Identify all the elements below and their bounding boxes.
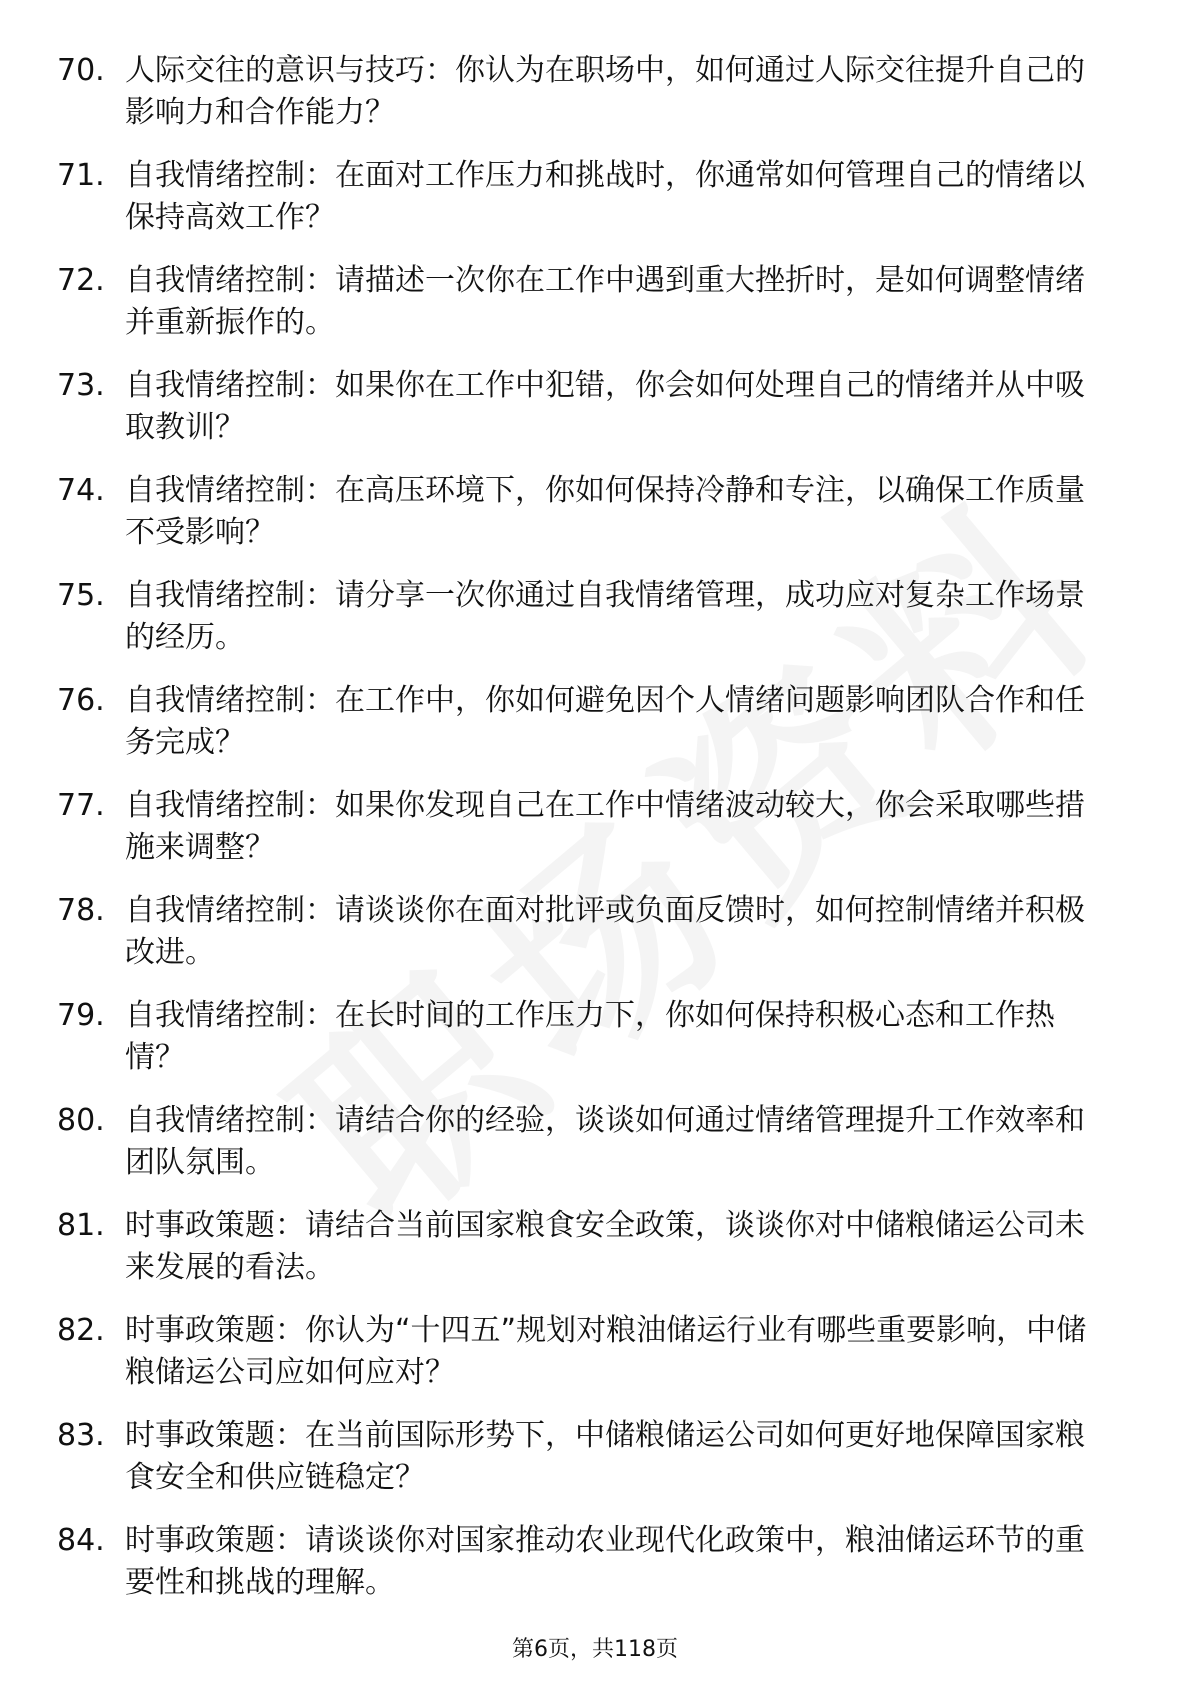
question-text: 人际交往的意识与技巧：你认为在职场中，如何通过人际交往提升自己的影响力和合作能力？: [125, 53, 1085, 130]
question-item: [57, 785, 1107, 890]
question-text: 自我情绪控制：在长时间的工作压力下，你如何保持积极心态和工作热情？: [125, 998, 1055, 1075]
question-item: [57, 260, 1107, 365]
question-text: 自我情绪控制：在面对工作压力和挑战时，你通常如何管理自己的情绪以保持高效工作？: [125, 158, 1085, 235]
question-item: [57, 1415, 1107, 1520]
question-item: [57, 470, 1107, 575]
question-text: 自我情绪控制：请描述一次你在工作中遇到重大挫折时，是如何调整情绪并重新振作的。: [125, 263, 1085, 340]
question-number: 82.: [57, 1313, 105, 1348]
question-number: 78.: [57, 893, 105, 928]
question-text: 自我情绪控制：如果你发现自己在工作中情绪波动较大，你会采取哪些措施来调整？: [125, 788, 1085, 865]
question-list: [57, 50, 1107, 1625]
question-number: 75.: [57, 578, 105, 613]
question-number: 73.: [57, 368, 105, 403]
question-text: 自我情绪控制：请结合你的经验，谈谈如何通过情绪管理提升工作效率和团队氛围。: [125, 1103, 1085, 1180]
question-text: 时事政策题：请结合当前国家粮食安全政策，谈谈你对中储粮储运公司未来发展的看法。: [125, 1208, 1085, 1285]
question-item: [57, 1205, 1107, 1310]
question-text: 自我情绪控制：请谈谈你在面对批评或负面反馈时，如何控制情绪并积极改进。: [125, 893, 1085, 970]
question-number: 72.: [57, 263, 105, 298]
question-text: 时事政策题：你认为“十四五”规划对粮油储运行业有哪些重要影响，中储粮储运公司应如何应对？: [125, 1313, 1087, 1390]
question-text: 时事政策题：请谈谈你对国家推动农业现代化政策中，粮油储运环节的重要性和挑战的理解。: [125, 1523, 1085, 1600]
question-number: 77.: [57, 788, 105, 823]
question-number: 81.: [57, 1208, 105, 1243]
question-number: 71.: [57, 158, 105, 193]
question-number: 84.: [57, 1523, 105, 1558]
question-item: [57, 365, 1107, 470]
question-item: [57, 155, 1107, 260]
question-item: [57, 995, 1107, 1100]
question-item: [57, 890, 1107, 995]
question-item: [57, 50, 1107, 155]
question-text: 自我情绪控制：在高压环境下，你如何保持冷静和专注，以确保工作质量不受影响？: [125, 473, 1085, 550]
question-number: 70.: [57, 53, 105, 88]
question-number: 76.: [57, 683, 105, 718]
question-number: 80.: [57, 1103, 105, 1138]
question-item: [57, 1100, 1107, 1205]
page-footer: 第6页，共118页: [512, 1637, 678, 1662]
question-item: [57, 575, 1107, 680]
question-text: 自我情绪控制：在工作中，你如何避免因个人情绪问题影响团队合作和任务完成？: [125, 683, 1085, 760]
question-item: [57, 1520, 1107, 1625]
question-number: 79.: [57, 998, 105, 1033]
question-text: 自我情绪控制：请分享一次你通过自我情绪管理，成功应对复杂工作场景的经历。: [125, 578, 1085, 655]
question-number: 83.: [57, 1418, 105, 1453]
question-text: 时事政策题：在当前国际形势下，中储粮储运公司如何更好地保障国家粮食安全和供应链稳定？: [125, 1418, 1085, 1495]
question-item: [57, 1310, 1107, 1415]
question-text: 自我情绪控制：如果你在工作中犯错，你会如何处理自己的情绪并从中吸取教训？: [125, 368, 1085, 445]
question-number: 74.: [57, 473, 105, 508]
question-item: [57, 680, 1107, 785]
